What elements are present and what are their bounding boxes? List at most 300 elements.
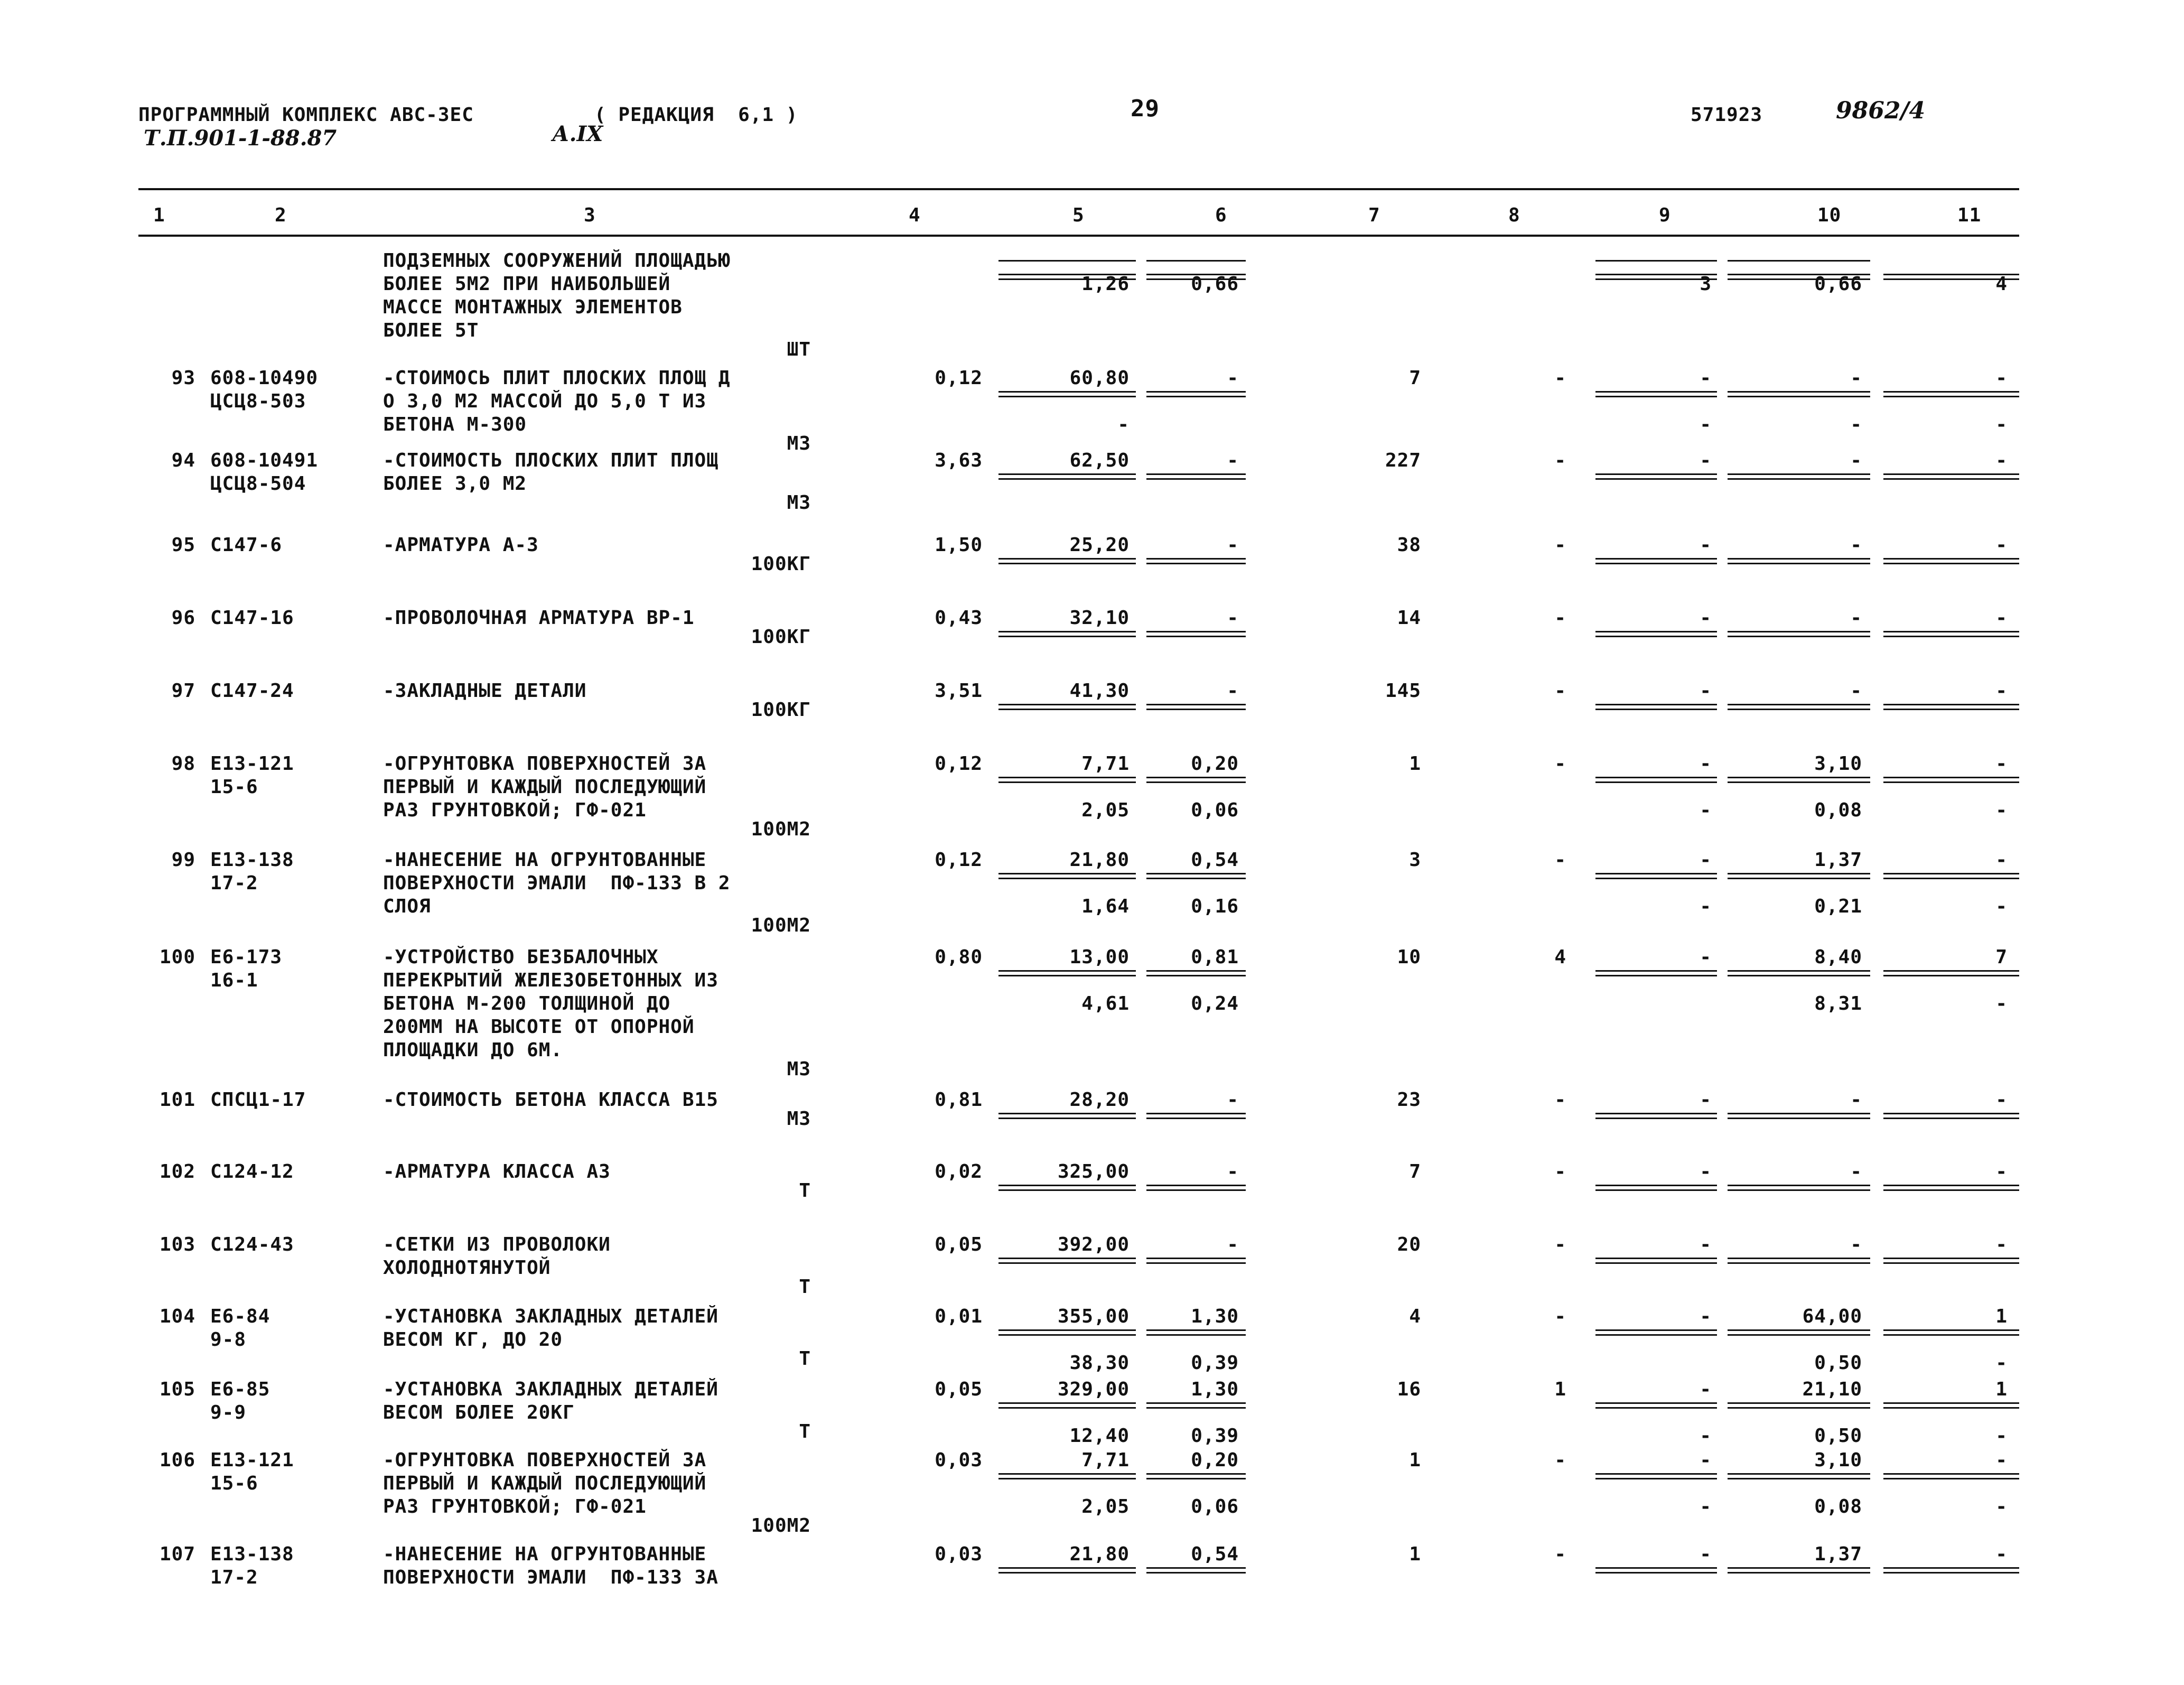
c10-value: 3,10 (1814, 753, 1862, 775)
norm-code: 9-8 (210, 1329, 247, 1351)
c10-rule (1728, 1329, 1870, 1336)
c11-value: - (1995, 607, 2008, 629)
c11-value: - (1995, 993, 2008, 1014)
c11-value: 1 (1995, 1306, 2008, 1327)
c5-value: 13,00 (1069, 946, 1130, 968)
col-8-value: - (1554, 1161, 1566, 1183)
c5-value: 21,80 (1069, 849, 1130, 871)
norm-code: С147-24 (210, 680, 294, 702)
work-description: -АРМАТУРА КЛАССА А3 (383, 1161, 611, 1183)
work-description: -СТОИМОСЬ ПЛИТ ПЛОСКИХ ПЛОЩ Д (383, 367, 731, 389)
c5-value: 60,80 (1069, 367, 1130, 389)
work-description: ПОВЕРХНОСТИ ЭМАЛИ ПФ-133 В 2 (383, 872, 731, 894)
work-description: -ОГРУНТОВКА ПОВЕРХНОСТЕЙ ЗА (383, 753, 707, 775)
quantity: 0,02 (935, 1161, 983, 1183)
column-header-4: 4 (909, 204, 921, 226)
tp-ref: Т.П.901-1-88.87 (144, 126, 337, 151)
c11-rule (1883, 631, 2019, 637)
norm-code: С124-43 (210, 1234, 294, 1255)
c5-value: 7,71 (1081, 1449, 1130, 1471)
c5-value: 41,30 (1069, 680, 1130, 702)
c5-rule (998, 1402, 1136, 1409)
quantity: 3,63 (935, 450, 983, 471)
c10-value: 3,10 (1814, 1449, 1862, 1471)
unit-of-measure: М3 (787, 433, 811, 454)
unit-of-measure: М3 (787, 1058, 811, 1080)
c11-rule (1883, 274, 2019, 280)
quantity: 0,12 (935, 367, 983, 389)
c6-value: - (1227, 607, 1239, 629)
unit-of-measure: 100М2 (751, 1515, 811, 1537)
c10-value: - (1850, 1089, 1862, 1111)
c6-value: 0,81 (1191, 946, 1239, 968)
c5-value: 2,05 (1081, 799, 1130, 821)
c6-value: 0,54 (1191, 849, 1239, 871)
c6-value: 0,06 (1191, 1496, 1239, 1518)
c5-rule (998, 1473, 1136, 1479)
c5-rule (998, 970, 1136, 976)
quantity: 3,51 (935, 680, 983, 702)
c5-rule (998, 873, 1136, 879)
unit-of-measure: 100М2 (751, 818, 811, 840)
c9-value: - (1700, 1379, 1712, 1400)
work-description: -ЗАКЛАДНЫЕ ДЕТАЛИ (383, 680, 587, 702)
norm-code: 16-1 (210, 970, 258, 991)
row-number: 105 (159, 1379, 195, 1400)
work-description: -УСТАНОВКА ЗАКЛАДНЫХ ДЕТАЛЕЙ (383, 1379, 718, 1400)
c6-rule (1146, 473, 1246, 480)
c10-rule (1728, 704, 1870, 710)
work-description: -ОГРУНТОВКА ПОВЕРХНОСТЕЙ ЗА (383, 1449, 707, 1471)
c9-value: - (1700, 607, 1712, 629)
c6-value: - (1227, 680, 1239, 702)
c11-value: - (1995, 534, 2008, 556)
col-8-value: - (1554, 753, 1566, 775)
total-cost: 20 (1397, 1234, 1421, 1255)
c5-value: 21,80 (1069, 1543, 1130, 1565)
norm-code: С124-12 (210, 1161, 294, 1183)
c6-rule (1146, 391, 1246, 397)
c11-value: - (1995, 1543, 2008, 1565)
c6-value: 0,24 (1191, 993, 1239, 1014)
norm-code: ЦСЦ8-504 (210, 473, 306, 495)
c5-value: 62,50 (1069, 450, 1130, 471)
column-header-5: 5 (1072, 204, 1085, 226)
c9-value: - (1700, 1306, 1712, 1327)
c10-value: 0,08 (1814, 1496, 1862, 1518)
c5-rule (998, 1567, 1136, 1574)
total-cost: 1 (1409, 1449, 1421, 1471)
c10-rule (1728, 1567, 1870, 1574)
row-number: 103 (159, 1234, 195, 1255)
quantity: 0,03 (935, 1543, 983, 1565)
c5-rule (998, 704, 1136, 710)
total-cost: 7 (1409, 1161, 1421, 1183)
c6-value: - (1227, 450, 1239, 471)
c5-value: 32,10 (1069, 607, 1130, 629)
c6-rule (1146, 777, 1246, 783)
unit-of-measure: М3 (787, 492, 811, 514)
norm-code: 17-2 (210, 872, 258, 894)
c9-value: - (1700, 946, 1712, 968)
work-description: ВЕСОМ БОЛЕЕ 20КГ (383, 1402, 575, 1423)
c10-value: 64,00 (1802, 1306, 1862, 1327)
c5-value: 38,30 (1069, 1352, 1130, 1374)
c10-value: - (1850, 414, 1862, 435)
c11-rule (1883, 1402, 2019, 1409)
col-8-value: - (1554, 1449, 1566, 1471)
c10-value: - (1850, 367, 1862, 389)
col-8-value: - (1554, 1543, 1566, 1565)
col-8-value: - (1554, 607, 1566, 629)
c5-rule (998, 391, 1136, 397)
quantity: 1,50 (935, 534, 983, 556)
c9-value: - (1700, 1161, 1712, 1183)
c10-value: - (1850, 450, 1862, 471)
work-description: -СТОИМОСТЬ БЕТОНА КЛАССА В15 (383, 1089, 718, 1111)
c10-rule (1728, 274, 1870, 280)
c9-value: - (1700, 680, 1712, 702)
work-description: ПЕРЕКРЫТИЙ ЖЕЛЕЗОБЕТОННЫХ ИЗ (383, 970, 718, 991)
continuation-rule (998, 260, 1136, 262)
c10-value: 8,40 (1814, 946, 1862, 968)
c11-value: 1 (1995, 1379, 2008, 1400)
c11-value: 7 (1995, 946, 2008, 968)
header-rule-bottom (138, 235, 2019, 237)
c9-rule (1595, 1258, 1717, 1264)
c11-value: - (1995, 1449, 2008, 1471)
c5-value: 12,40 (1069, 1425, 1130, 1447)
c10-value: - (1850, 607, 1862, 629)
c10-value: - (1850, 1234, 1862, 1255)
quantity: 0,81 (935, 1089, 983, 1111)
c11-value: - (1995, 799, 2008, 821)
work-description: -АРМАТУРА А-3 (383, 534, 539, 556)
c6-value: - (1227, 1089, 1239, 1111)
quantity: 0,01 (935, 1306, 983, 1327)
c10-value: 0,50 (1814, 1352, 1862, 1374)
col-8-value: - (1554, 1089, 1566, 1111)
c5-rule (998, 631, 1136, 637)
c6-value: 0,20 (1191, 753, 1239, 775)
c11-rule (1883, 1329, 2019, 1336)
c10-rule (1728, 1258, 1870, 1264)
column-header-3: 3 (584, 204, 596, 226)
c11-value: - (1995, 1234, 2008, 1255)
c11-value: - (1995, 1496, 2008, 1518)
c10-rule (1728, 970, 1870, 976)
c6-value: 0,66 (1191, 273, 1239, 295)
c10-value: - (1850, 1161, 1862, 1183)
col-8-value: - (1554, 534, 1566, 556)
norm-code: Е13-138 (210, 1543, 294, 1565)
norm-code: 608-10491 (210, 450, 319, 471)
c9-rule (1595, 873, 1717, 879)
c9-rule (1595, 558, 1717, 564)
work-description: ПОВЕРХНОСТИ ЭМАЛИ ПФ-133 ЗА (383, 1567, 718, 1588)
c10-rule (1728, 558, 1870, 564)
c6-value: 0,20 (1191, 1449, 1239, 1471)
header-rule-top (138, 188, 2019, 190)
c11-value: - (1995, 1089, 2008, 1111)
c11-rule (1883, 391, 2019, 397)
column-header-2: 2 (275, 204, 287, 226)
norm-code: С147-6 (210, 534, 283, 556)
work-description: БОЛЕЕ 5М2 ПРИ НАИБОЛЬШЕЙ (383, 273, 671, 295)
quantity: 0,05 (935, 1234, 983, 1255)
c6-value: 0,54 (1191, 1543, 1239, 1565)
work-description: -НАНЕСЕНИЕ НА ОГРУНТОВАННЫЕ (383, 849, 707, 871)
work-description: ПЕРВЫЙ И КАЖДЫЙ ПОСЛЕДУЮЩИЙ (383, 776, 707, 798)
c6-value: - (1227, 1234, 1239, 1255)
c5-rule (998, 1113, 1136, 1119)
c11-rule (1883, 1185, 2019, 1191)
c11-value: - (1995, 896, 2008, 917)
c5-value: 28,20 (1069, 1089, 1130, 1111)
c11-rule (1883, 558, 2019, 564)
c11-rule (1883, 1113, 2019, 1119)
row-number: 99 (171, 849, 195, 871)
c9-rule (1595, 1113, 1717, 1119)
work-description: -УСТРОЙСТВО БЕЗБАЛОЧНЫХ (383, 946, 659, 968)
program-name: ПРОГРАММНЫЙ КОМПЛЕКС АВС-ЗЕС (138, 104, 474, 126)
c11-value: 4 (1995, 273, 2008, 295)
c6-rule (1146, 1402, 1246, 1409)
norm-code: Е6-85 (210, 1379, 270, 1400)
c11-value: - (1995, 367, 2008, 389)
album-ref: А.IX (552, 122, 603, 146)
c5-rule (998, 1329, 1136, 1336)
total-cost: 14 (1397, 607, 1421, 629)
c6-value: 0,39 (1191, 1425, 1239, 1447)
row-number: 94 (171, 450, 195, 471)
c5-rule (998, 777, 1136, 783)
c10-value: 1,37 (1814, 849, 1862, 871)
c5-value: - (1117, 414, 1130, 435)
norm-code: Е13-121 (210, 1449, 294, 1471)
c10-value: 0,21 (1814, 896, 1862, 917)
c10-rule (1728, 1402, 1870, 1409)
c11-value: - (1995, 849, 2008, 871)
column-header-8: 8 (1508, 204, 1520, 226)
unit-of-measure: 100КГ (751, 626, 811, 648)
work-description: -ПРОВОЛОЧНАЯ АРМАТУРА ВР-1 (383, 607, 695, 629)
work-description: -СТОИМОСТЬ ПЛОСКИХ ПЛИТ ПЛОЩ (383, 450, 718, 471)
c6-rule (1146, 1473, 1246, 1479)
total-cost: 4 (1409, 1306, 1421, 1327)
norm-code: СПСЦ1-17 (210, 1089, 306, 1111)
c10-value: 0,50 (1814, 1425, 1862, 1447)
quantity: 0,12 (935, 753, 983, 775)
work-description: РАЗ ГРУНТОВКОЙ; ГФ-021 (383, 799, 647, 821)
c10-value: - (1850, 534, 1862, 556)
column-header-6: 6 (1215, 204, 1227, 226)
c11-value: - (1995, 414, 2008, 435)
c9-value: - (1700, 753, 1712, 775)
row-number: 93 (171, 367, 195, 389)
c10-rule (1728, 777, 1870, 783)
c9-rule (1595, 1402, 1717, 1409)
c9-value: - (1700, 1543, 1712, 1565)
unit-of-measure: 100М2 (751, 915, 811, 936)
c11-rule (1883, 970, 2019, 976)
total-cost: 23 (1397, 1089, 1421, 1111)
c5-value: 4,61 (1081, 993, 1130, 1014)
c6-value: 0,06 (1191, 799, 1239, 821)
c6-rule (1146, 1329, 1246, 1336)
work-description: ПЕРВЫЙ И КАЖДЫЙ ПОСЛЕДУЮЩИЙ (383, 1473, 707, 1494)
total-cost: 38 (1397, 534, 1421, 556)
norm-code: Е6-173 (210, 946, 283, 968)
c11-value: - (1995, 1425, 2008, 1447)
c9-rule (1595, 1567, 1717, 1574)
c6-rule (1146, 1567, 1246, 1574)
c11-value: - (1995, 1352, 2008, 1374)
c9-value: - (1700, 1089, 1712, 1111)
c11-rule (1883, 1567, 2019, 1574)
c6-rule (1146, 1258, 1246, 1264)
work-description: -НАНЕСЕНИЕ НА ОГРУНТОВАННЫЕ (383, 1543, 707, 1565)
c6-value: - (1227, 1161, 1239, 1183)
c9-rule (1595, 473, 1717, 480)
c9-rule (1595, 1185, 1717, 1191)
c9-value: - (1700, 367, 1712, 389)
quantity: 0,05 (935, 1379, 983, 1400)
c10-value: 8,31 (1814, 993, 1862, 1014)
c11-value: - (1995, 1161, 2008, 1183)
work-description: СЛОЯ (383, 896, 431, 917)
c10-value: 1,37 (1814, 1543, 1862, 1565)
unit-of-measure: 100КГ (751, 553, 811, 575)
work-description: РАЗ ГРУНТОВКОЙ; ГФ-021 (383, 1496, 647, 1518)
column-header-7: 7 (1368, 204, 1380, 226)
c9-rule (1595, 1473, 1717, 1479)
total-cost: 7 (1409, 367, 1421, 389)
total-cost: 1 (1409, 753, 1421, 775)
c6-value: - (1227, 534, 1239, 556)
col-8-value: - (1554, 1234, 1566, 1255)
c5-rule (998, 274, 1136, 280)
continuation-rule (1728, 260, 1870, 262)
unit-of-measure: Т (799, 1276, 811, 1298)
column-header-11: 11 (1957, 204, 1982, 226)
c9-value: - (1700, 1496, 1712, 1518)
c10-value: 0,66 (1814, 273, 1862, 295)
c9-value: - (1700, 1449, 1712, 1471)
sheet-ref: 9862/4 (1836, 97, 1926, 124)
edition-label: ( РЕДАКЦИЯ 6,1 ) (594, 104, 798, 126)
c6-rule (1146, 1185, 1246, 1191)
c9-value: - (1700, 1234, 1712, 1255)
c6-rule (1146, 970, 1246, 976)
c10-rule (1728, 473, 1870, 480)
c6-value: 0,39 (1191, 1352, 1239, 1374)
c11-value: - (1995, 753, 2008, 775)
c11-rule (1883, 704, 2019, 710)
norm-code: 608-10490 (210, 367, 319, 389)
c9-value: - (1700, 799, 1712, 821)
row-number: 96 (171, 607, 195, 629)
continuation-rule (1595, 260, 1717, 262)
col-8-value: - (1554, 849, 1566, 871)
c10-rule (1728, 631, 1870, 637)
row-number: 100 (159, 946, 195, 968)
c9-rule (1595, 704, 1717, 710)
c9-value: 3 (1700, 273, 1712, 295)
c5-value: 1,64 (1081, 896, 1130, 917)
c9-rule (1595, 1329, 1717, 1336)
c6-rule (1146, 631, 1246, 637)
total-cost: 227 (1385, 450, 1421, 471)
c6-rule (1146, 274, 1246, 280)
norm-code: 15-6 (210, 1473, 258, 1494)
c11-rule (1883, 777, 2019, 783)
c10-rule (1728, 1113, 1870, 1119)
row-number: 98 (171, 753, 195, 775)
continuation-rule (1146, 260, 1246, 262)
work-description: МАССЕ МОНТАЖНЫХ ЭЛЕМЕНТОВ (383, 296, 683, 318)
c6-rule (1146, 1113, 1246, 1119)
c11-rule (1883, 1473, 2019, 1479)
unit-of-measure: Т (799, 1348, 811, 1370)
unit-of-measure: Т (799, 1180, 811, 1202)
c10-rule (1728, 1473, 1870, 1479)
c6-rule (1146, 704, 1246, 710)
work-description: ХОЛОДНОТЯНУТОЙ (383, 1257, 551, 1279)
column-header-9: 9 (1659, 204, 1671, 226)
work-description: БЕТОНА М-200 ТОЛЩИНОЙ ДО (383, 993, 671, 1014)
norm-code: Е13-138 (210, 849, 294, 871)
c6-rule (1146, 558, 1246, 564)
norm-code: 15-6 (210, 776, 258, 798)
total-cost: 10 (1397, 946, 1421, 968)
col-8-value: 4 (1554, 946, 1566, 968)
work-description: О 3,0 М2 МАССОЙ ДО 5,0 Т ИЗ (383, 390, 707, 412)
c9-value: - (1700, 450, 1712, 471)
c10-value: - (1850, 680, 1862, 702)
c6-value: - (1227, 367, 1239, 389)
col-8-value: - (1554, 680, 1566, 702)
c6-value: 0,16 (1191, 896, 1239, 917)
c11-rule (1883, 1258, 2019, 1264)
total-cost: 16 (1397, 1379, 1421, 1400)
c10-value: 0,08 (1814, 799, 1862, 821)
quantity: 0,12 (935, 849, 983, 871)
c11-value: - (1995, 680, 2008, 702)
c5-rule (998, 558, 1136, 564)
c9-value: - (1700, 1425, 1712, 1447)
c5-rule (998, 1185, 1136, 1191)
c9-value: - (1700, 534, 1712, 556)
norm-code: Е13-121 (210, 753, 294, 775)
total-cost: 3 (1409, 849, 1421, 871)
work-description: ВЕСОМ КГ, ДО 20 (383, 1329, 563, 1351)
col-8-value: 1 (1554, 1379, 1566, 1400)
work-description: ПЛОЩАДКИ ДО 6М. (383, 1039, 563, 1061)
c5-rule (998, 473, 1136, 480)
unit-of-measure: Т (799, 1421, 811, 1442)
work-description: БЕТОНА М-300 (383, 414, 527, 435)
c6-rule (1146, 873, 1246, 879)
norm-code: 17-2 (210, 1567, 258, 1588)
c10-value: 21,10 (1802, 1379, 1862, 1400)
row-number: 107 (159, 1543, 195, 1565)
row-number: 104 (159, 1306, 195, 1327)
c9-value: - (1700, 414, 1712, 435)
work-description: 200ММ НА ВЫСОТЕ ОТ ОПОРНОЙ (383, 1016, 695, 1038)
c5-value: 329,00 (1057, 1379, 1130, 1400)
norm-code: С147-16 (210, 607, 294, 629)
